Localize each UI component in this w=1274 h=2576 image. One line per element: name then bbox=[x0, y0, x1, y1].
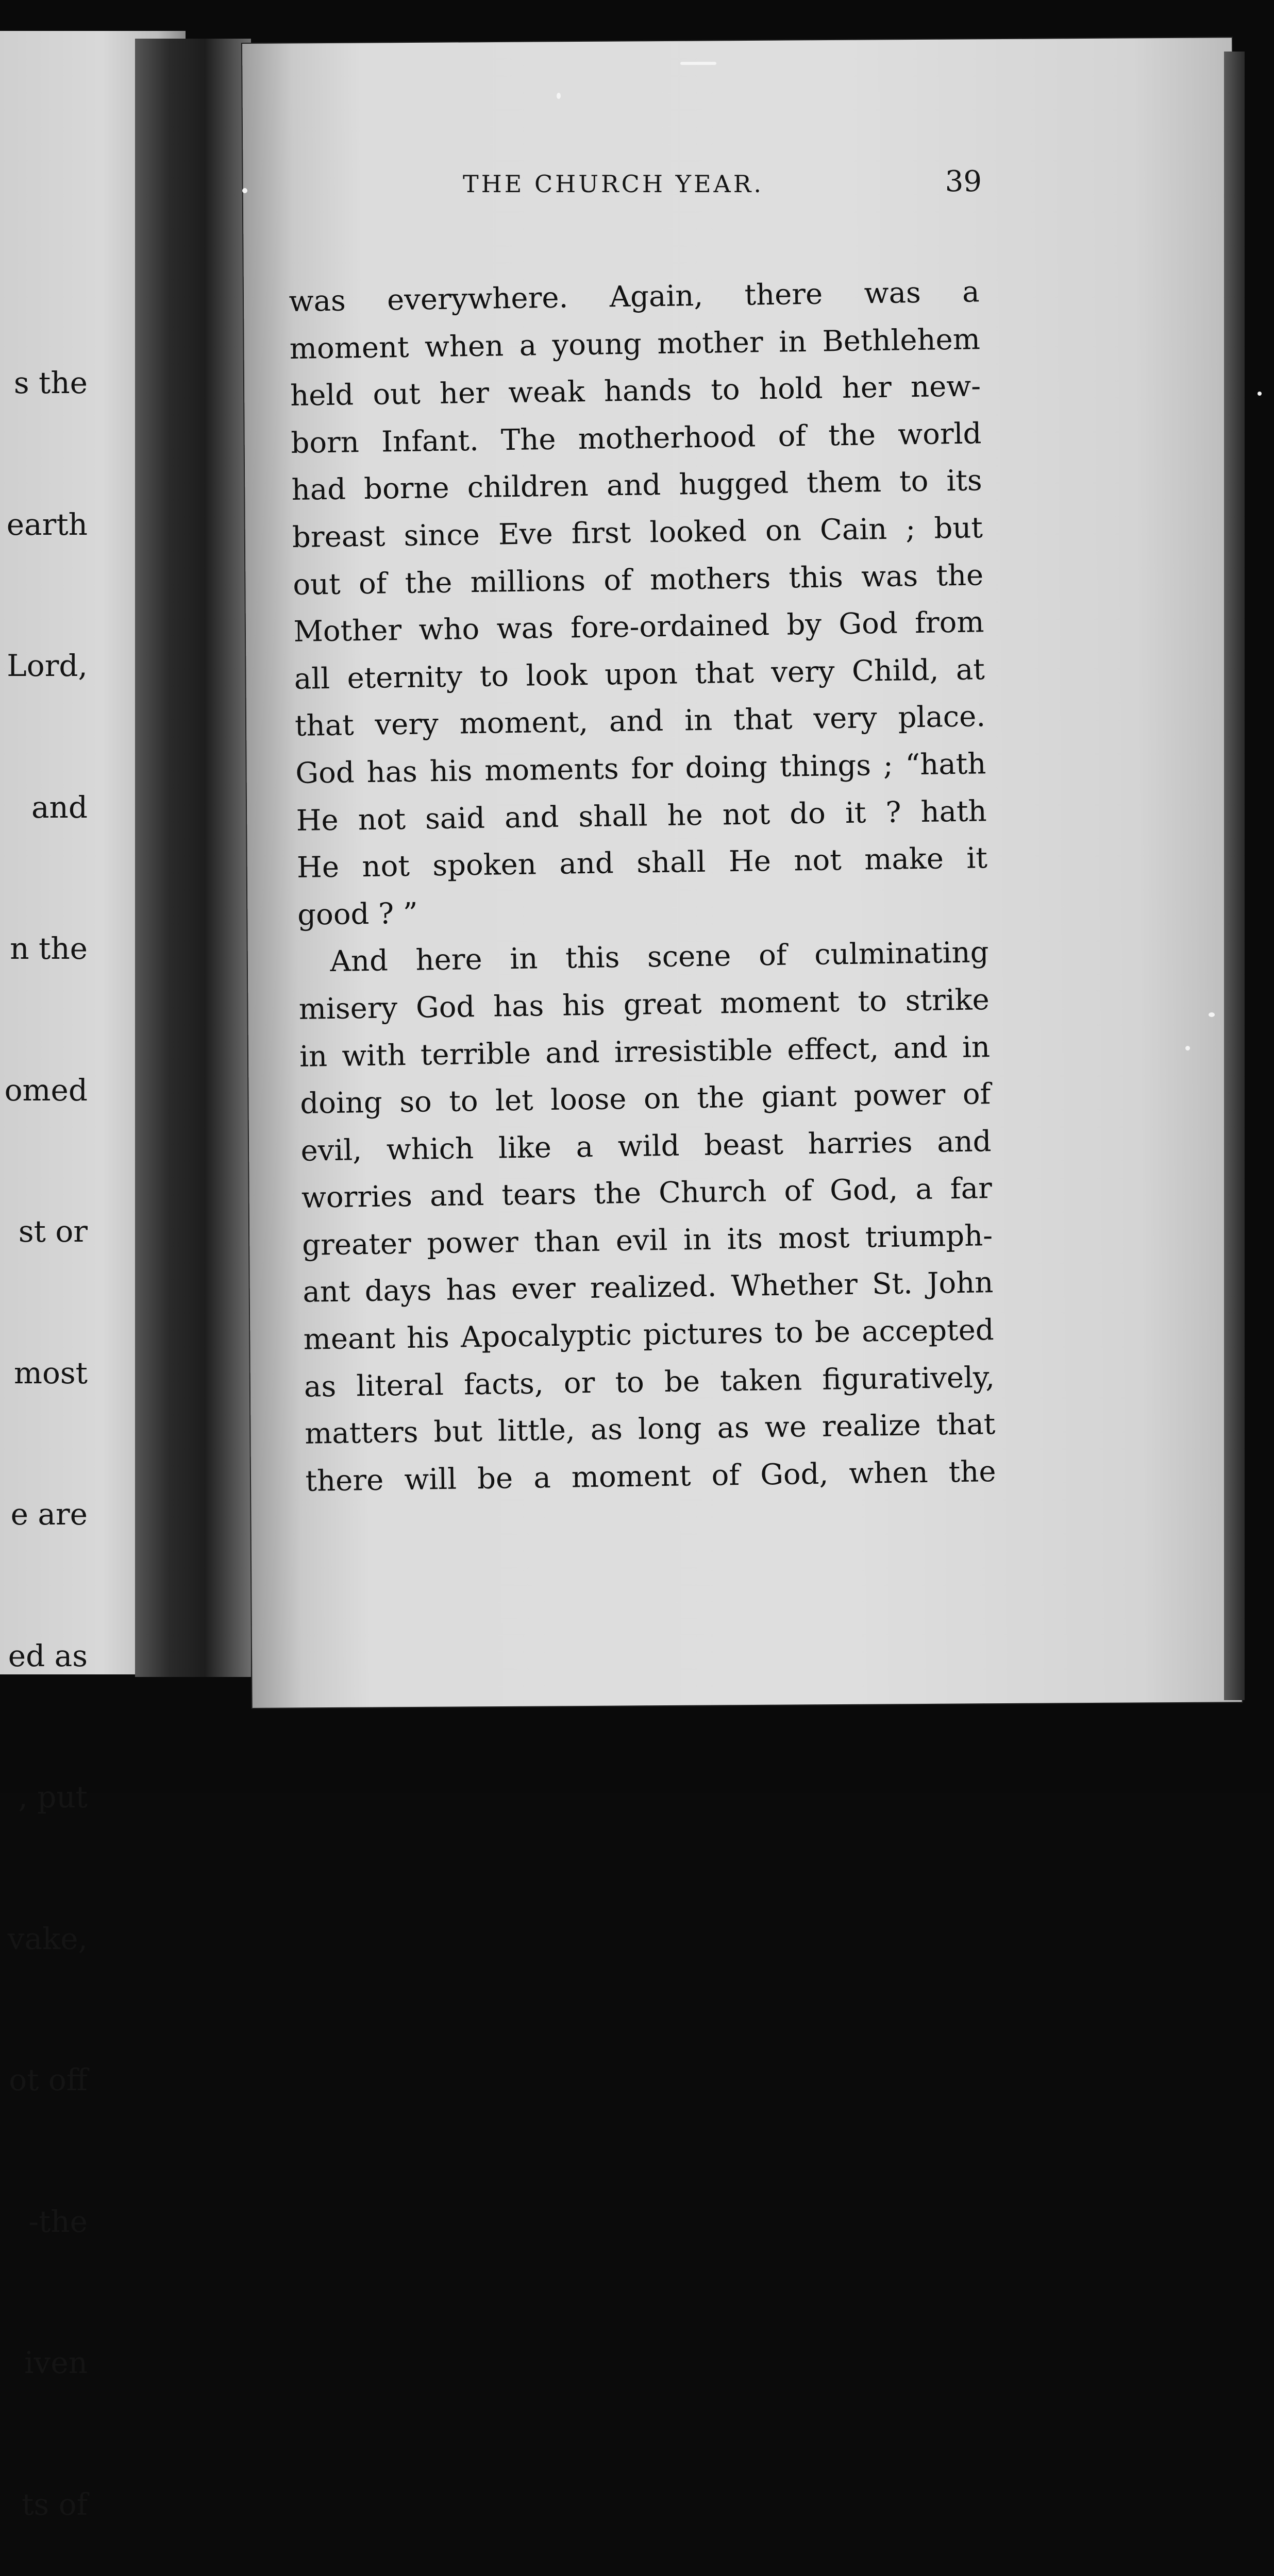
text-line: good ? ” bbox=[297, 896, 418, 932]
left-line: and bbox=[31, 789, 88, 825]
book-gutter-shadow bbox=[135, 39, 251, 1677]
left-line: iven bbox=[24, 2345, 88, 2380]
left-line: Lord, bbox=[7, 648, 88, 683]
text-line: as literal facts, or to be taken figuratively, bbox=[304, 1360, 995, 1404]
left-line: vake, bbox=[7, 1921, 88, 1956]
text-line: He not said and shall he not do it ? hath bbox=[296, 794, 987, 838]
text-line: that very moment, and in that very place. bbox=[294, 700, 986, 743]
text-line: greater power than evil in its most triumph- bbox=[301, 1218, 993, 1262]
text-line: in with terrible and irresistible effect, and in bbox=[299, 1030, 991, 1074]
text-line: meant his Apocalyptic pictures to be accepted bbox=[303, 1313, 995, 1357]
dust-speck bbox=[680, 62, 716, 65]
dust-speck bbox=[1185, 1046, 1190, 1050]
dust-speck bbox=[557, 93, 561, 99]
text-line: misery God has his great moment to strike bbox=[298, 983, 990, 1026]
text-line: doing so to let loose on the giant power of bbox=[299, 1077, 991, 1121]
left-line: -the bbox=[28, 2204, 88, 2239]
text-line: born Infant. The motherhood of the world bbox=[291, 417, 982, 460]
dust-speck bbox=[1209, 1012, 1215, 1017]
text-line: was everywhere. Again, there was a bbox=[289, 275, 980, 318]
page-header bbox=[245, 160, 982, 206]
text-line: And here in this scene of culminating bbox=[330, 936, 989, 979]
left-line: st or bbox=[18, 1214, 88, 1249]
left-line: e are bbox=[10, 1497, 88, 1532]
text-line: God has his moments for doing things ; “hath bbox=[295, 747, 986, 790]
left-line: earth bbox=[6, 506, 88, 542]
running-head: THE CHURCH YEAR. bbox=[462, 170, 764, 198]
text-line: held out her weak hands to hold her new- bbox=[290, 369, 981, 413]
left-line: n the bbox=[10, 931, 88, 966]
text-line: there will be a moment of God, when the bbox=[305, 1454, 996, 1498]
page-number: 39 bbox=[945, 165, 982, 198]
left-page-text bbox=[5, 265, 88, 2576]
text-line: evil, which like a wild beast harries and bbox=[300, 1124, 992, 1168]
left-line: , put bbox=[18, 1780, 88, 1815]
dust-speck bbox=[1258, 392, 1262, 396]
text-line: had borne children and hugged them to its bbox=[291, 464, 983, 507]
text-line: worries and tears the Church of God, a far bbox=[301, 1172, 993, 1215]
left-line: ot off bbox=[9, 2062, 88, 2097]
left-line: most bbox=[14, 1355, 88, 1391]
left-line: s the bbox=[13, 365, 88, 400]
page-edge bbox=[1224, 52, 1245, 1700]
text-line: breast since Eve first looked on Cain ; but bbox=[292, 511, 983, 554]
text-line: ant days has ever realized. Whether St. John bbox=[303, 1266, 994, 1310]
text-line: out of the millions of mothers this was the bbox=[292, 558, 984, 602]
text-line: all eternity to look upon that very Child, at bbox=[294, 652, 985, 696]
left-line: omed bbox=[4, 1072, 88, 1108]
left-line: ed as bbox=[8, 1638, 88, 1673]
left-line: ts of bbox=[22, 2486, 88, 2522]
body-text bbox=[289, 268, 996, 1505]
text-line: He not spoken and shall He not make it bbox=[296, 841, 988, 885]
text-line: Mother who was fore-ordained by God from bbox=[293, 605, 984, 649]
text-line: moment when a young mother in Bethlehem bbox=[289, 322, 981, 366]
text-line: matters but little, as long as we realize that bbox=[304, 1408, 996, 1451]
dust-speck bbox=[242, 188, 247, 193]
